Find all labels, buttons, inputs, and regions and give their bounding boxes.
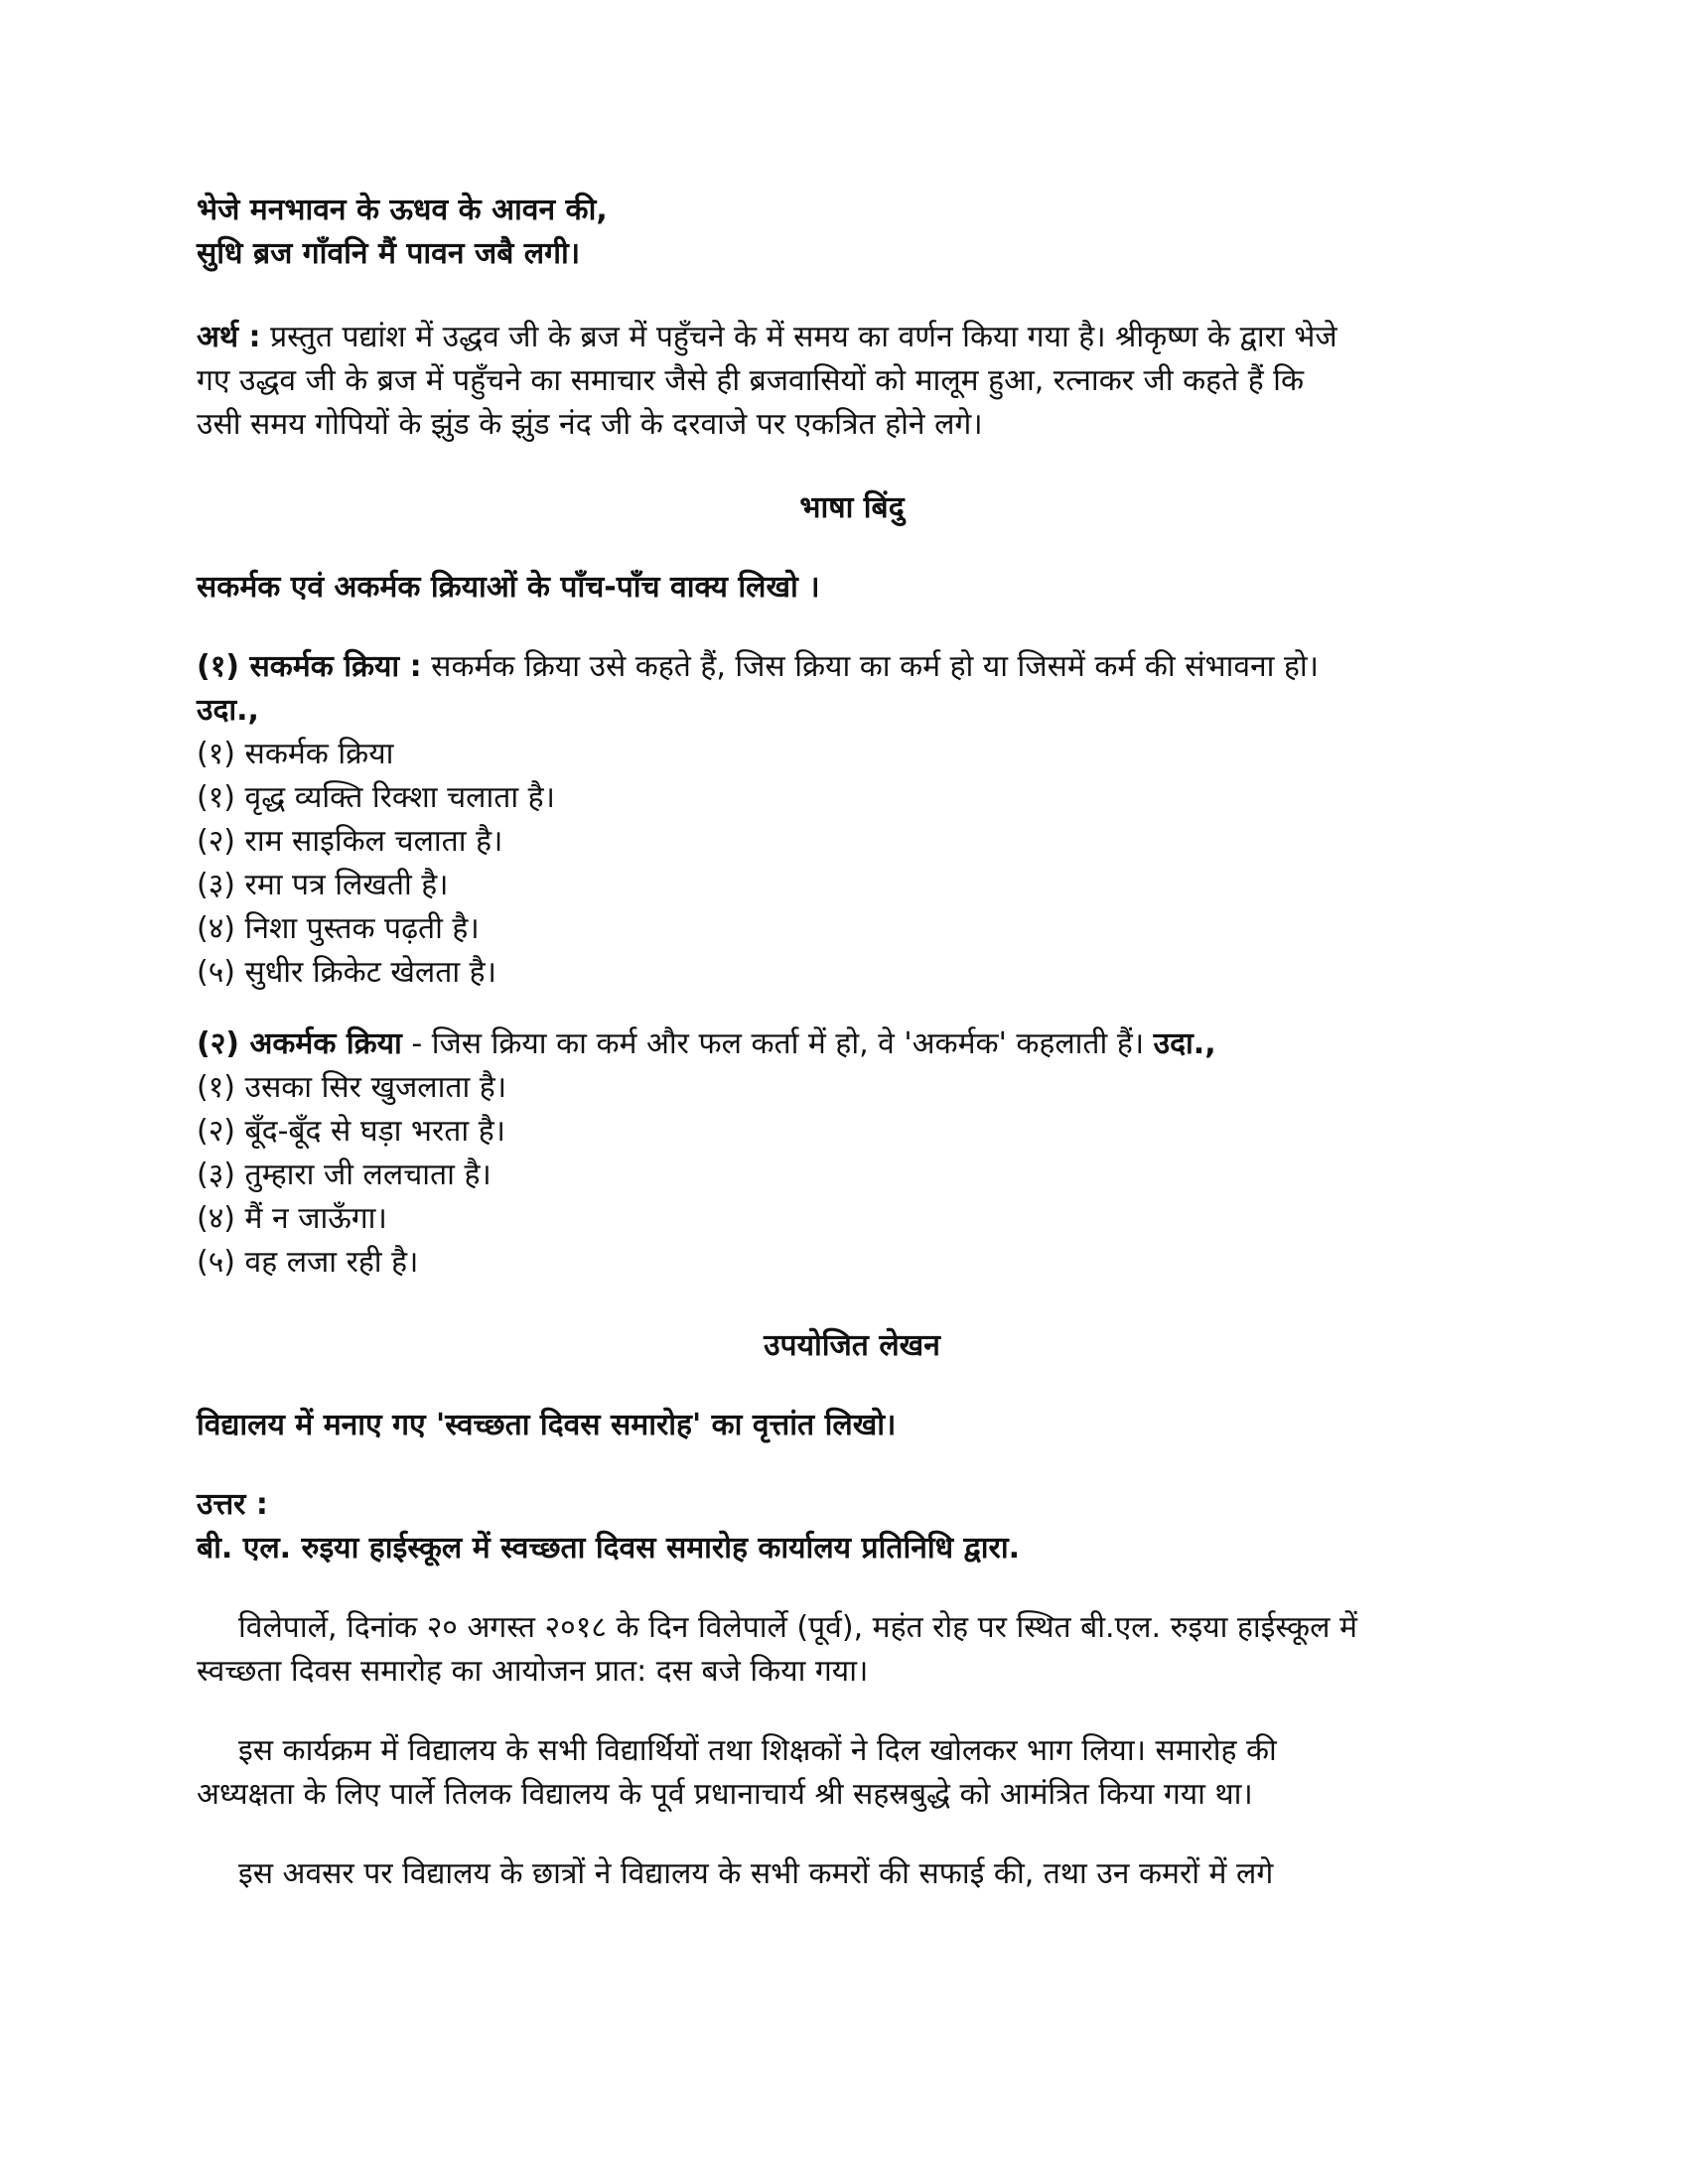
akarmak-uda: उदा., xyxy=(1153,1026,1216,1061)
paragraph-line: इस अवसर पर विद्यालय के छात्रों ने विद्यालय के सभी कमरों की सफाई की, तथा उन कमरों में लगे xyxy=(238,1856,1274,1891)
sakarmak-label: (१) सकर्मक क्रिया : xyxy=(197,649,422,684)
section-heading-upayojit: उपयोजित लेखन xyxy=(764,1328,940,1363)
poem-block xyxy=(197,189,1507,276)
question-kriya: सकर्मक एवं अकर्मक क्रियाओं के पाँच-पाँच वाक्य लिखो । xyxy=(197,570,820,605)
sakarmak-uda: उदा., xyxy=(197,693,259,728)
paragraph-line: इस कार्यक्रम में विद्यालय के सभी विद्यार्थियों तथा शिक्षकों ने दिल खोलकर भाग लिया। समारोह की xyxy=(238,1733,1277,1768)
akarmak-example: (४) मैं न जाऊँगा। xyxy=(197,1201,387,1236)
akarmak-definition: - जिस क्रिया का कर्म और फल कर्ता में हो, वे 'अकर्मक' कहलाती हैं। xyxy=(401,1026,1154,1061)
answer-title: बी. एल. रुइया हाईस्कूल में स्वच्छता दिवस समारोह कार्यालय प्रतिनिधि द्वारा. xyxy=(197,1531,1020,1566)
meaning-text-2: गए उद्धव जी के ब्रज में पहुँचने का समाचार जैसे ही ब्रजवासियों को मालूम हुआ, रत्नाकर जी कहते हैं कि xyxy=(197,363,1304,398)
section-heading-bhasha: भाषा बिंदु xyxy=(799,490,905,525)
answer-paragraph-2 xyxy=(197,1729,1507,1817)
meaning-label: अर्थ : xyxy=(197,320,261,354)
meaning-block xyxy=(197,316,1507,447)
answer-paragraph-1 xyxy=(197,1606,1507,1694)
paragraph-line: अध्यक्षता के लिए पार्ले तिलक विद्यालय के पूर्व प्रधानाचार्य श्री सहस्रबुद्धे को आमंत्रित किया गया था। xyxy=(197,1777,1253,1812)
sakarmak-example: (५) सुधीर क्रिकेट खेलता है। xyxy=(197,955,496,990)
akarmak-example: (५) वह लजा रही है। xyxy=(197,1245,419,1280)
answer-block xyxy=(197,1483,1507,1570)
paragraph-line: विलेपार्ले, दिनांक २० अगस्त २०१८ के दिन विलेपार्ले (पूर्व), महंत रोह पर स्थित बी.एल. रुइया हाईस्कूल में xyxy=(238,1610,1357,1645)
answer-paragraph-3 xyxy=(197,1852,1507,1896)
answer-label: उत्तर : xyxy=(197,1487,268,1522)
poem-line-1: भेजे मनभावन के ऊधव के आवन की, xyxy=(197,193,608,227)
akarmak-block xyxy=(197,1023,1507,1285)
sakarmak-example: (३) रमा पत्र लिखती है। xyxy=(197,868,449,902)
akarmak-example: (२) बूँद-बूँद से घड़ा भरता है। xyxy=(197,1114,505,1149)
sakarmak-example: (४) निशा पुस्तक पढ़ती है। xyxy=(197,911,480,946)
poem-line-2: सुधि ब्रज गाँवनि मैं पावन जबै लगी। xyxy=(197,236,581,271)
sakarmak-block xyxy=(197,645,1507,995)
sakarmak-example: (२) राम साइकिल चलाता है। xyxy=(197,824,503,859)
meaning-text-3: उसी समय गोपियों के झुंड के झुंड नंद जी के दरवाजे पर एकत्रित होने लगे। xyxy=(197,407,983,442)
akarmak-label: (२) अकर्मक क्रिया xyxy=(197,1026,402,1061)
akarmak-example: (१) उसका सिर खुजलाता है। xyxy=(197,1070,507,1105)
sakarmak-example: (१) वृद्ध व्यक्ति रिक्शा चलाता है। xyxy=(197,780,555,815)
meaning-text-1: प्रस्तुत पद्यांश में उद्धव जी के ब्रज में पहुँचने के में समय का वर्णन किया गया है। श्रीकृष्ण के द्वारा भेजे xyxy=(260,320,1337,354)
paragraph-line: स्वच्छता दिवस समारोह का आयोजन प्रात: दस बजे किया गया। xyxy=(197,1654,869,1689)
document-page xyxy=(197,189,1507,1896)
sakarmak-definition: सकर्मक क्रिया उसे कहते हैं, जिस क्रिया का कर्म हो या जिसमें कर्म की संभावना हो। xyxy=(421,649,1320,684)
akarmak-example: (३) तुम्हारा जी ललचाता है। xyxy=(197,1158,492,1192)
sakarmak-subhead: (१) सकर्मक क्रिया xyxy=(197,737,394,771)
question-vrittant: विद्यालय में मनाए गए 'स्वच्छता दिवस समारोह' का वृत्तांत लिखो। xyxy=(197,1408,897,1442)
